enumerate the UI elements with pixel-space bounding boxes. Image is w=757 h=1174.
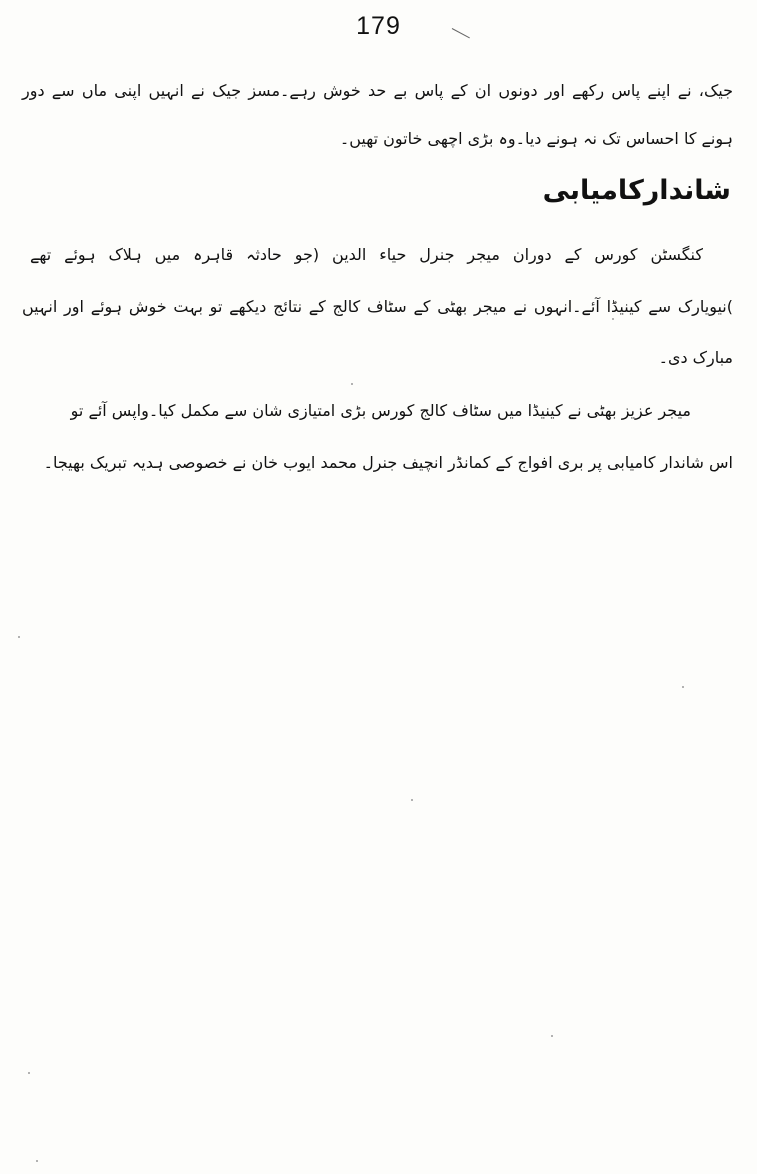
scan-speck: [351, 383, 353, 385]
paragraph-2-line-1: کنگسٹن کورس کے دوران میجر جنرل حیاء الدین (جو حادثہ قاہرہ میں ہلاک ہوئے تھے: [30, 245, 703, 264]
scan-speck: [28, 1072, 30, 1074]
paragraph-3-line-1: میجر عزیز بھٹی نے کینیڈا میں سٹاف کالج کورس بڑی امتیازی شان سے مکمل کیا۔واپس آئے تو: [70, 401, 691, 420]
scan-speck: [36, 1160, 38, 1162]
paragraph-1-line-1: جیک، نے اپنے پاس رکھے اور دونوں ان کے پاس بے حد خوش رہے۔مسز جیک نے انہیں اپنی ماں سے دور: [22, 81, 733, 100]
section-heading: شاندارکامیابی: [542, 175, 731, 206]
paragraph-2-line-2: )نیویارک سے کینیڈا آئے۔انہوں نے میجر بھٹی کے سٹاف کالج کے نتائج دیکھے تو بہت خوش ہوئے اور انہیں: [22, 297, 733, 316]
paragraph-1-line-2: ہونے کا احساس تک نہ ہونے دیا۔وہ بڑی اچھی خاتون تھیں۔: [339, 129, 733, 148]
paragraph-3-line-2: اس شاندار کامیابی پر بری افواج کے کمانڈر انچیف جنرل محمد ایوب خان نے خصوصی ہدیہ تبریک بھیجا۔: [43, 453, 733, 472]
scan-speck: [18, 636, 20, 638]
page-number: 179: [356, 12, 401, 40]
scan-speck: [551, 1035, 553, 1037]
paragraph-2-line-3: مبارک دی۔: [658, 348, 733, 367]
scan-speck: [682, 686, 684, 688]
scan-speck: [411, 799, 413, 801]
scan-speck: [612, 318, 614, 320]
